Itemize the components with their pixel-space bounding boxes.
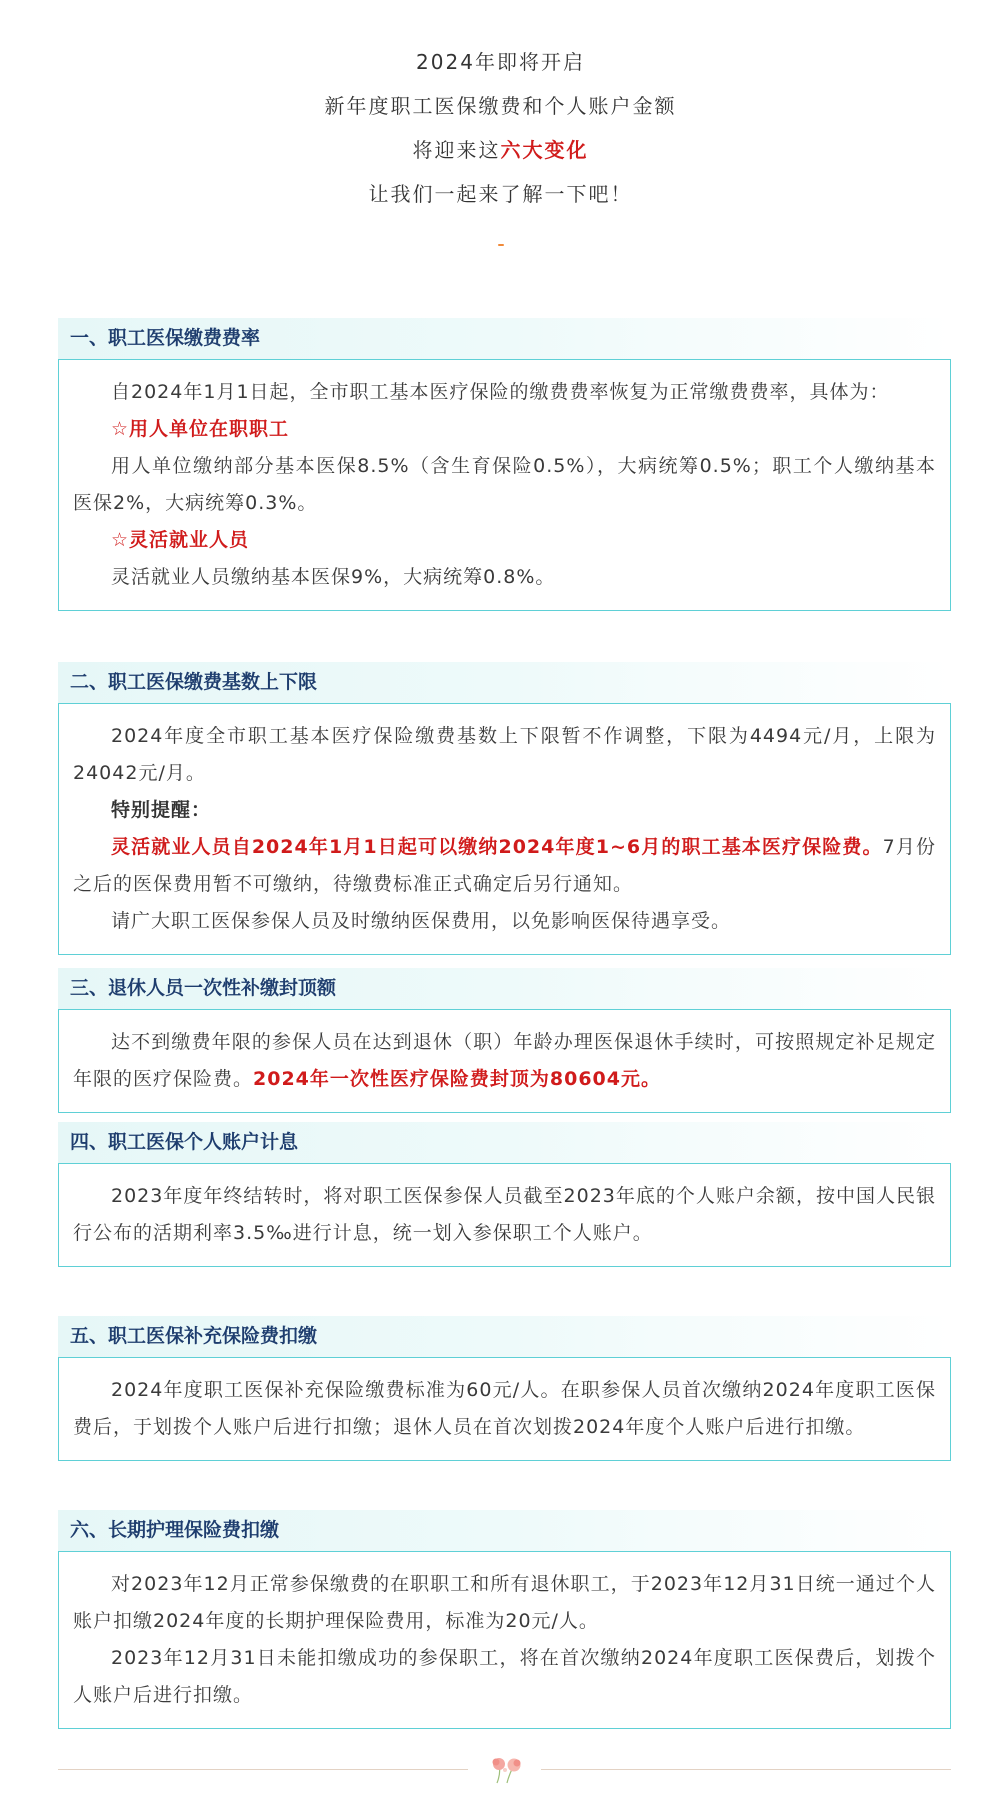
section-5 <box>58 1316 951 1461</box>
note-label: 特别提醒： <box>111 799 212 821</box>
section-body <box>58 1551 951 1729</box>
intro-line-4: 让我们一起来了解一下吧！ <box>368 182 633 206</box>
section-title: 三、退休人员一次性补缴封顶额 <box>58 968 951 1009</box>
subheading <box>73 522 936 559</box>
section-6 <box>58 1510 951 1729</box>
subheading-text: 灵活就业人员 <box>129 529 250 551</box>
paragraph <box>73 829 936 903</box>
section-title: 四、职工医保个人账户计息 <box>58 1122 951 1163</box>
paragraph: 灵活就业人员缴纳基本医保9%，大病统筹0.8%。 <box>111 566 556 588</box>
footer-divider <box>58 1755 951 1785</box>
section-body <box>58 1357 951 1461</box>
divider-line-right <box>541 1769 951 1770</box>
intro-block <box>0 0 1001 246</box>
section-3 <box>58 968 951 1113</box>
paragraph <box>73 1024 936 1098</box>
subheading-text: 用人单位在职职工 <box>129 418 290 440</box>
section-title: 六、长期护理保险费扣缴 <box>58 1510 951 1551</box>
section-body <box>58 1163 951 1267</box>
section-title: 五、职工医保补充保险费扣缴 <box>58 1316 951 1357</box>
section-body <box>58 703 951 955</box>
flower-icon <box>483 1755 533 1785</box>
paragraph-text: 7月份之后的医保费用暂不可缴纳，待缴费标准正式确定后另行通知。 <box>73 836 936 895</box>
intro-line-3-prefix: 将迎来这 <box>412 138 501 162</box>
section-4 <box>58 1122 951 1267</box>
paragraph-text: 达不到缴费年限的参保人员在达到退休（职）年龄办理医保退休手续时，可按照规定补足规定年限的医疗保险费。 <box>73 1031 936 1090</box>
intro-line-3 <box>0 128 1001 172</box>
paragraph: 对2023年12月正常参保缴费的在职职工和所有退休职工，于2023年12月31日统一通过个人账户扣缴2024年度的长期护理保险费用，标准为20元/人。 <box>73 1573 936 1632</box>
intro-line-1: 2024年即将开启 <box>416 50 585 74</box>
subheading <box>73 411 936 448</box>
paragraph: 请广大职工医保参保人员及时缴纳医保费用，以免影响医保待遇享受。 <box>111 910 732 932</box>
paragraph: 2024年度全市职工基本医疗保险缴费基数上下限暂不作调整，下限为4494元/月，上限为24042元/月。 <box>73 725 936 784</box>
section-title: 一、职工医保缴费费率 <box>58 318 951 359</box>
intro-highlight: 六大变化 <box>500 138 589 162</box>
section-body <box>58 1009 951 1113</box>
paragraph: 2024年度职工医保补充保险缴费标准为60元/人。在职参保人员首次缴纳2024年度职工医保费后，于划拨个人账户后进行扣缴；退休人员在首次划拨2024年度个人账户后进行扣缴。 <box>73 1379 936 1438</box>
paragraph: 用人单位缴纳部分基本医保8.5%（含生育保险0.5%），大病统筹0.5%；职工个人缴纳基本医保2%，大病统筹0.3%。 <box>73 455 936 514</box>
intro-line-2: 新年度职工医保缴费和个人账户金额 <box>324 94 677 118</box>
highlight-text: 2024年一次性医疗保险费封顶为80604元。 <box>253 1068 661 1090</box>
star-icon: ☆ <box>111 418 130 440</box>
divider-line-left <box>58 1769 468 1770</box>
dot-divider <box>498 244 504 246</box>
section-body <box>58 359 951 611</box>
section-title: 二、职工医保缴费基数上下限 <box>58 662 951 703</box>
section-1 <box>58 318 951 611</box>
paragraph: 自2024年1月1日起，全市职工基本医疗保险的缴费费率恢复为正常缴费费率，具体为： <box>111 381 890 403</box>
paragraph: 2023年12月31日未能扣缴成功的参保职工，将在首次缴纳2024年度职工医保费后，划拨个人账户后进行扣缴。 <box>73 1647 936 1706</box>
section-2 <box>58 662 951 955</box>
star-icon: ☆ <box>111 529 130 551</box>
highlight-text: 灵活就业人员自2024年1月1日起可以缴纳2024年度1~6月的职工基本医疗保险费。 <box>111 836 883 858</box>
paragraph: 2023年度年终结转时，将对职工医保参保人员截至2023年底的个人账户余额，按中国人民银行公布的活期利率3.5‰进行计息，统一划入参保职工个人账户。 <box>73 1185 936 1244</box>
